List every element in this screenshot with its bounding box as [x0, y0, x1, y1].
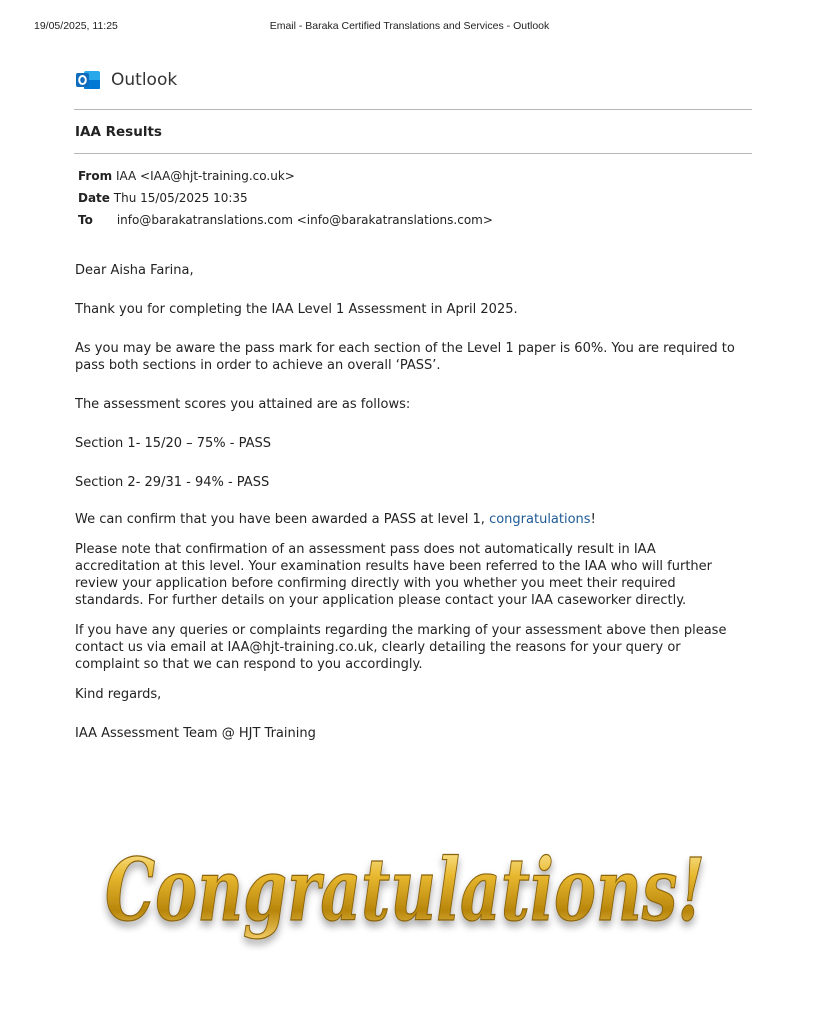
email-subject: IAA Results [75, 124, 162, 140]
sign-off: Kind regards, [75, 687, 162, 702]
query-line-1: If you have any queries or complaints regarding the marking of your assessment above then please [75, 623, 727, 638]
section-1-score: Section 1- 15/20 – 75% - PASS [75, 436, 272, 451]
greeting: Dear Aisha Farina, [75, 263, 194, 278]
date-value: Thu 15/05/2025 10:35 [113, 191, 248, 205]
pass-mark-line-2: pass both sections in order to achieve an overall ‘PASS’. [75, 358, 441, 373]
query-line-2: contact us via email at IAA@hjt-training.co.uk, clearly detailing the reasons for your query or [75, 640, 681, 655]
email-meta [78, 167, 493, 233]
print-timestamp: 19/05/2025, 11:25 [34, 20, 118, 32]
thanks-paragraph: Thank you for completing the IAA Level 1 Assessment in April 2025. [75, 302, 518, 317]
pass-mark-line-1: As you may be aware the pass mark for each section of the Level 1 paper is 60%. You are required to [75, 341, 735, 356]
confirm-paragraph [75, 511, 755, 528]
section-2-score: Section 2- 29/31 - 94% - PASS [75, 475, 270, 490]
email-body [75, 262, 755, 742]
print-header [34, 20, 785, 34]
confirm-suffix: ! [590, 512, 596, 527]
from-value[interactable]: IAA <IAA@hjt-training.co.uk> [115, 169, 295, 183]
note-line-1: Please note that confirmation of an assessment pass does not automatically result in IAA [75, 542, 656, 557]
note-line-3: review your application before confirming directly with you whether you meet their required [75, 576, 676, 591]
to-label: To [78, 213, 93, 227]
note-line-2: accreditation at this level. Your examination results have been referred to the IAA who will further [75, 559, 713, 574]
app-name: Outlook [111, 70, 178, 90]
to-row [78, 211, 493, 233]
header-divider [74, 109, 752, 110]
congratulations-graphic [90, 790, 720, 990]
from-row [78, 167, 493, 189]
scores-intro: The assessment scores you attained are as follows: [75, 397, 411, 412]
note-line-4: standards. For further details on your application please contact your IAA caseworker directly. [75, 593, 687, 608]
app-brand [76, 68, 177, 92]
congratulations-text: Congratulations! [105, 840, 705, 941]
date-row [78, 189, 493, 211]
date-label: Date [78, 191, 110, 205]
congratulations-link[interactable]: congratulations [489, 512, 591, 527]
print-page-title: Email - Baraka Certified Translations and Services - Outlook [269, 20, 550, 32]
from-label: From [78, 169, 113, 183]
to-value[interactable]: info@barakatranslations.com <info@barakatranslations.com> [116, 213, 493, 227]
congratulations-image [90, 790, 720, 990]
signature: IAA Assessment Team @ HJT Training [75, 726, 316, 741]
query-line-3: complaint so that we can respond to you accordingly. [75, 657, 423, 672]
confirm-prefix: We can confirm that you have been awarded a PASS at level 1, [75, 512, 490, 527]
outlook-logo-icon [76, 69, 101, 91]
subject-divider [74, 153, 752, 154]
